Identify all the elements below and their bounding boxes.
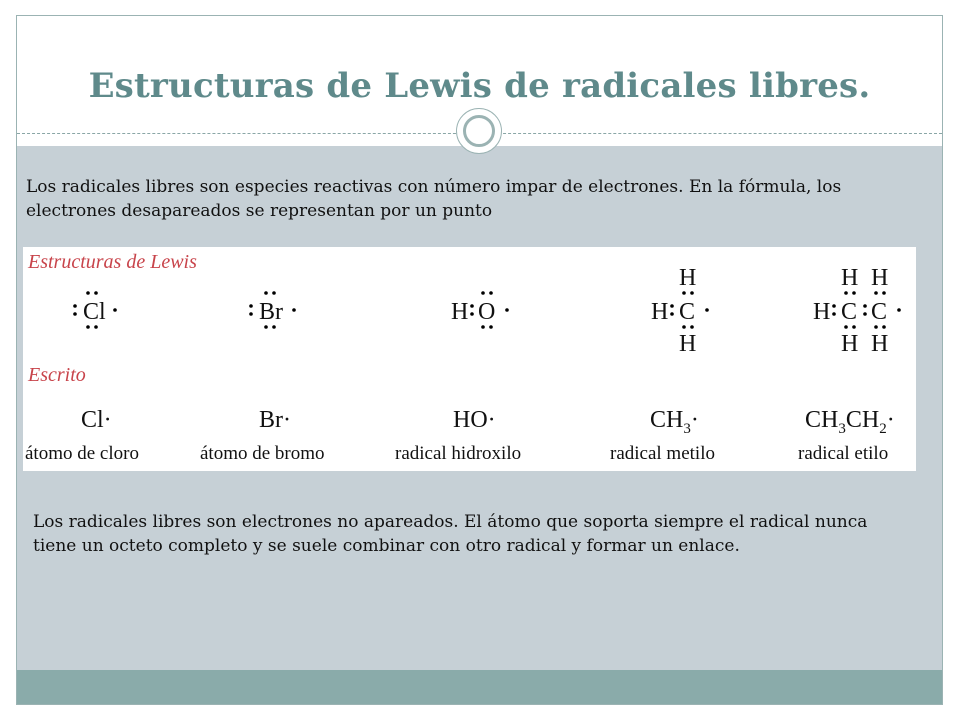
lewis-chlorine (73, 291, 117, 329)
lewis-h-symbol: H (451, 299, 469, 325)
lewis-ethyl-h-bottom2: H (871, 331, 889, 357)
lewis-ethyl-h-bottom1: H (841, 331, 859, 357)
written-methyl (650, 407, 699, 438)
lewis-methyl-c: C (679, 299, 696, 325)
lewis-figure (23, 247, 916, 471)
written-ethyl-base1: CH (805, 407, 839, 433)
heading-written: Escrito (28, 364, 86, 386)
lewis-methyl-h-left: H (651, 299, 669, 325)
written-ethyl-subscript2: 2 (879, 421, 887, 437)
written-chlorine: Cl· (81, 407, 112, 433)
caption-hydroxyl: radical hidroxilo (395, 443, 522, 464)
written-methyl-dot: · (690, 407, 699, 433)
lewis-ethyl-c1: C (841, 299, 858, 325)
conclusion-paragraph: Los radicales libres son electrones no apareados. El átomo que soporta siempre el radical nunca tiene un octeto completo y se suele combinar con otro radical y formar un enlace. (33, 512, 868, 556)
caption-ethyl: radical etilo (798, 443, 889, 464)
lewis-cl-symbol: Cl (83, 299, 106, 325)
lewis-methyl (651, 265, 709, 357)
lewis-bromine (249, 291, 296, 329)
caption-methyl: radical metilo (610, 443, 715, 464)
intro-paragraph: Los radicales libres son especies reactivas con número impar de electrones. En la fórmula, los electrones desapareados se representan por un punto (26, 177, 842, 221)
caption-bromine: átomo de bromo (200, 443, 325, 464)
lewis-ethyl (813, 265, 901, 357)
bottom-bar (17, 670, 942, 704)
lewis-br-symbol: Br (259, 299, 283, 325)
lewis-o-symbol: O (478, 299, 496, 325)
lewis-hydroxyl (451, 291, 509, 329)
written-hydroxyl: HO· (453, 407, 496, 433)
lewis-ethyl-h-left: H (813, 299, 831, 325)
written-ethyl-dot: · (886, 407, 895, 433)
written-ethyl-subscript1: 3 (838, 421, 846, 437)
written-methyl-base: CH (650, 407, 684, 433)
lewis-methyl-h-top: H (679, 265, 697, 291)
written-bromine: Br· (259, 407, 291, 433)
lewis-ethyl-c2: C (871, 299, 888, 325)
circle-ornament-icon (456, 108, 502, 154)
lewis-structures (23, 247, 916, 367)
written-ethyl-base2: CH (845, 407, 880, 433)
slide-title: Estructuras de Lewis de radicales libres. (88, 66, 871, 106)
heading-lewis: Estructuras de Lewis (28, 251, 197, 273)
caption-chlorine: átomo de cloro (25, 443, 139, 464)
written-methyl-subscript: 3 (683, 421, 691, 437)
written-ethyl (805, 407, 895, 438)
lewis-ethyl-h-top2: H (871, 265, 889, 291)
lewis-ethyl-h-top1: H (841, 265, 859, 291)
lewis-methyl-h-bottom: H (679, 331, 697, 357)
